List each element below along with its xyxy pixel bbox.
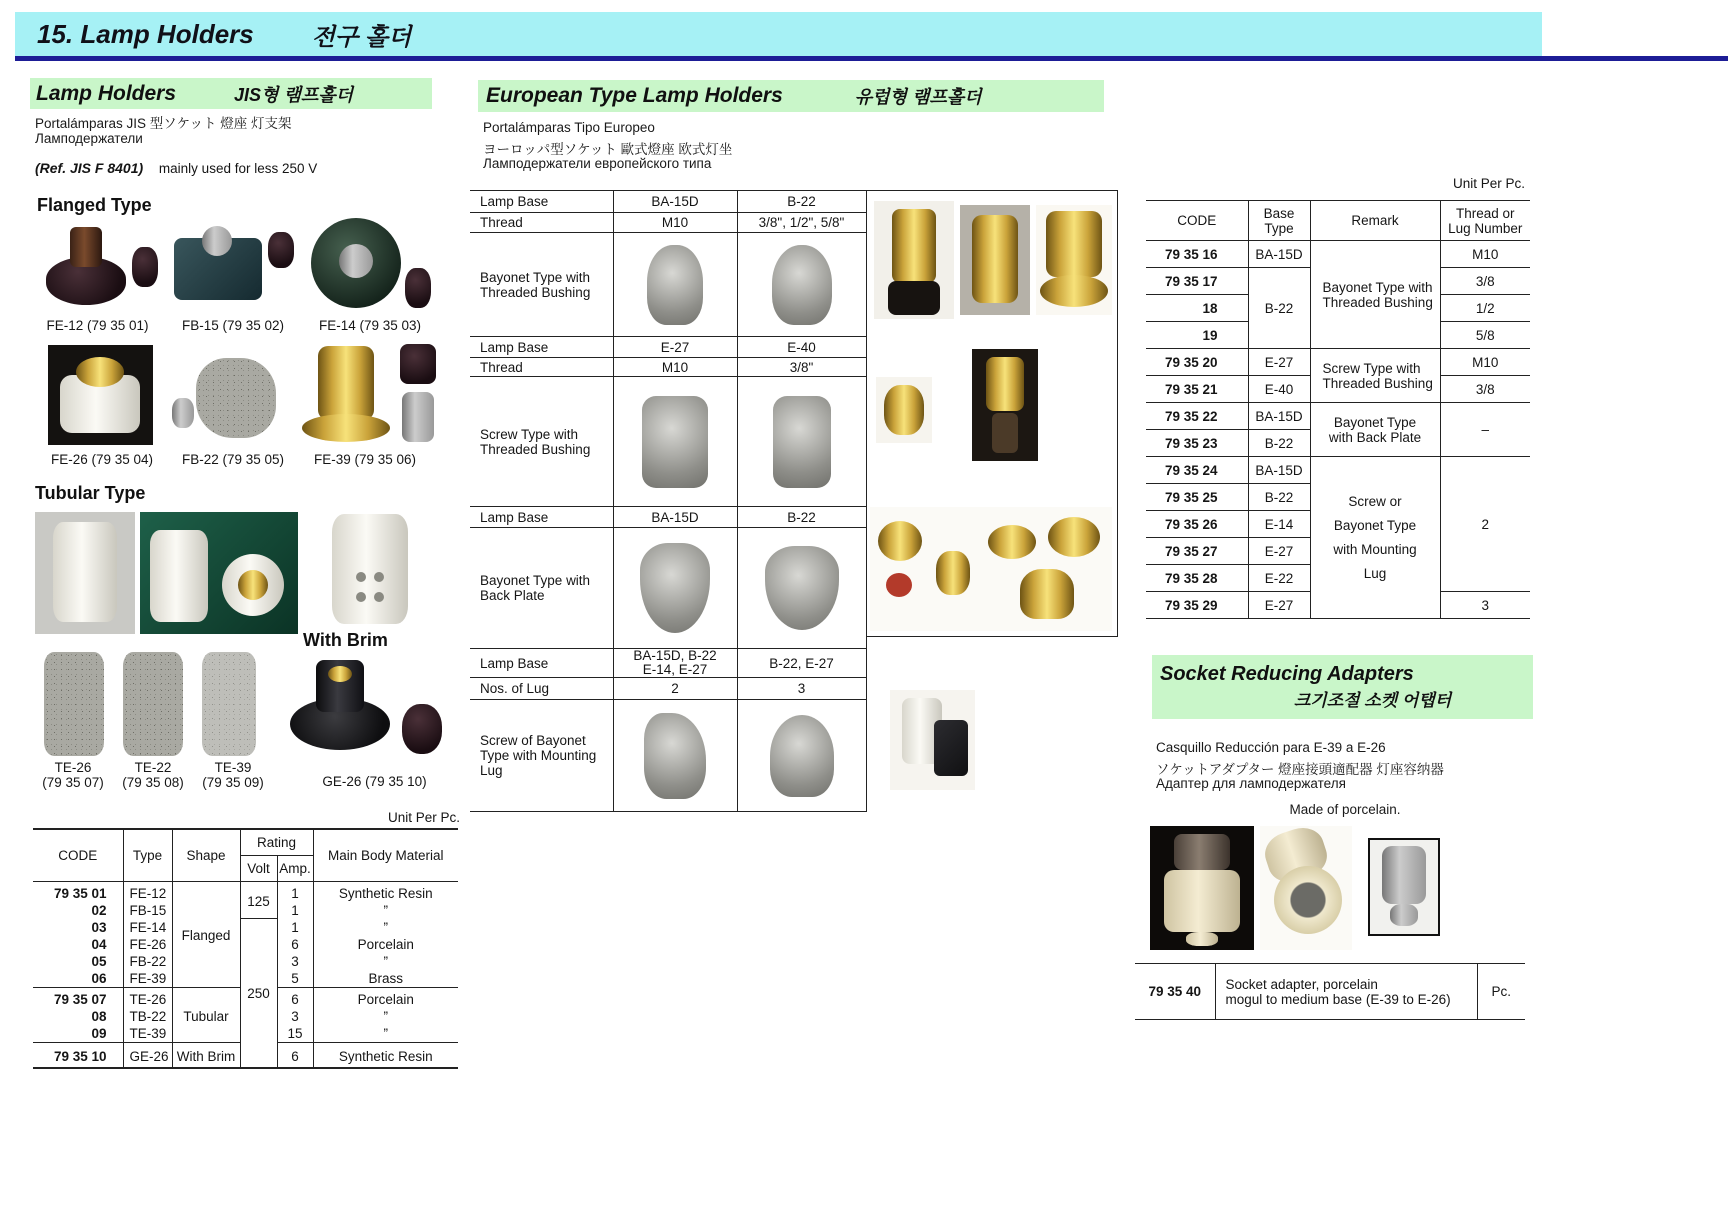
table-row: 79 35 25 B-22 <box>1146 484 1530 511</box>
euro-type-2: Screw Type with Threaded Bushing <box>470 377 613 507</box>
shape-flanged: Flanged <box>172 881 240 987</box>
table-row: 79 35 23 B-22 <box>1146 430 1530 457</box>
table-row: Lamp Base BA-15D B-22 <box>470 191 866 213</box>
jis-col-type: Type <box>123 829 172 881</box>
table-row: 79 35 10 GE-26 With Brim 6 Synthetic Resin <box>33 1042 458 1068</box>
volt-250: 250 <box>240 919 277 1069</box>
remark-screw-bushing: Screw Type with Threaded Bushing <box>1310 349 1440 403</box>
table-row <box>470 377 866 507</box>
table-row: 79 35 01 FE-12 Flanged 125 1 Synthetic Resin <box>33 881 458 902</box>
jis-subtitle-2: Ламподержатели <box>35 131 143 146</box>
col-code: CODE <box>1146 201 1248 241</box>
product-photo-fe39-insets <box>396 342 440 448</box>
caption-fe12: FE-12 (79 35 01) <box>46 318 149 333</box>
socket-code: 79 35 40 <box>1135 964 1215 1020</box>
table-row <box>470 233 866 337</box>
jis-col-volt: Volt <box>240 855 277 881</box>
table-row: 02 FB-15 1 ” <box>33 902 458 919</box>
product-photo-fb22 <box>170 350 290 448</box>
table-row: 04 FE-26 6 Porcelain <box>33 936 458 953</box>
jis-col-shape: Shape <box>172 829 240 881</box>
bw-photo-bayonet-a <box>613 233 737 337</box>
product-photo-fb15 <box>168 212 298 315</box>
page-header-bar <box>15 12 1542 56</box>
table-row: Thread M10 3/8" <box>470 358 866 377</box>
bw-photo-mountlug-b <box>737 700 866 812</box>
product-photo-te26 <box>38 648 110 760</box>
table-row <box>470 528 866 649</box>
jis-section-header <box>30 78 432 109</box>
product-photo-fe39 <box>300 342 392 448</box>
jis-col-material: Main Body Material <box>313 829 458 881</box>
euro-photo-strip <box>866 190 1118 637</box>
table-row: 79 35 28 E-22 <box>1146 565 1530 592</box>
volt-125: 125 <box>240 881 277 919</box>
jis-ref: (Ref. JIS F 8401) <box>35 160 144 176</box>
table-row: 18 1/2 <box>1146 295 1530 322</box>
jis-rating-table <box>33 828 458 1069</box>
remark-mounting-lug: Screw or Bayonet Type with Mounting Lug <box>1310 457 1440 619</box>
product-photo-fe14 <box>305 212 433 315</box>
socket-title-korean: 크기조절 소켓 어탭터 <box>1293 691 1452 710</box>
euro-title: European Type Lamp Holders <box>486 84 783 107</box>
euro-photo-brass-2 <box>960 205 1030 315</box>
euro-type-1: Bayonet Type with Threaded Bushing <box>470 233 613 337</box>
euro-photo-screw-tall <box>972 349 1038 461</box>
jis-col-amp: Amp. <box>277 855 313 881</box>
col-base-type: Base Type <box>1248 201 1310 241</box>
table-row: Nos. of Lug 2 3 <box>470 678 866 700</box>
with-brim-heading: With Brim <box>303 630 388 650</box>
page-title-korean: 전구 홀더 <box>311 23 412 51</box>
jis-ref-line <box>35 160 317 176</box>
socket-photo-1 <box>1150 826 1254 950</box>
table-row: 08 TB-22 3 ” <box>33 1008 458 1025</box>
table-row: 06 FE-39 5 Brass <box>33 970 458 988</box>
jis-unit-note: Unit Per Pc. <box>387 810 460 825</box>
bw-photo-screw-b <box>737 377 866 507</box>
socket-photo-3 <box>1368 838 1440 936</box>
flanged-type-heading: Flanged Type <box>37 195 152 215</box>
euro-photo-brass-1 <box>874 201 954 319</box>
bw-photo-backplate-a <box>613 528 737 649</box>
tubular-type-heading: Tubular Type <box>35 483 146 503</box>
table-row: 79 35 27 E-27 <box>1146 538 1530 565</box>
caption-te22: TE-22 (79 35 08) <box>122 760 184 790</box>
euro-title-korean: 유럽형 램프홀더 <box>854 87 982 107</box>
table-row: 19 5/8 <box>1146 322 1530 349</box>
euro-type-4: Screw of Bayonet Type with Mounting Lug <box>470 700 613 812</box>
euro-spec-table <box>470 190 867 812</box>
caption-fe26: FE-26 (79 35 04) <box>50 452 154 467</box>
jis-title: Lamp Holders <box>36 81 177 105</box>
table-row: 79 35 22 BA-15D Bayonet Type with Back Plate – <box>1146 403 1530 430</box>
table-row <box>1135 964 1525 1020</box>
euro-subtitle-2: ヨーロッパ型ソケット 歐式燈座 欧式灯坐 <box>483 142 733 157</box>
jis-ref-note: mainly used for less 250 V <box>158 161 318 176</box>
caption-te26: TE-26 (79 35 07) <box>42 760 104 790</box>
socket-adapter-table <box>1135 963 1525 1020</box>
euro-photo-screw-small <box>876 377 932 443</box>
caption-fe39: FE-39 (79 35 06) <box>313 452 417 467</box>
euro-subtitle-3: Ламподержатели европейского типа <box>483 156 712 171</box>
table-row: Lamp Base E-27 E-40 <box>470 337 866 358</box>
table-row: 79 35 16 BA-15D Bayonet Type with Threaded Bushing M10 <box>1146 241 1530 268</box>
caption-te39: TE-39 (79 35 09) <box>202 760 264 790</box>
caption-fb15: FB-15 (79 35 02) <box>181 318 285 333</box>
euro-subtitle-1: Portalámparas Tipo Europeo <box>483 120 655 135</box>
product-photo-tubular-1 <box>35 512 135 634</box>
table-row: 03 FE-14 250 1 ” <box>33 919 458 936</box>
product-photo-fe26 <box>48 345 153 445</box>
caption-fb22: FB-22 (79 35 05) <box>181 452 285 467</box>
table-row: 79 35 21 E-40 3/8 <box>1146 376 1530 403</box>
header-rule <box>15 56 1728 61</box>
product-photo-tubular-2 <box>140 512 298 634</box>
euro-code-table <box>1146 200 1530 619</box>
caption-ge26: GE-26 (79 35 10) <box>322 774 427 789</box>
euro-photo-gold-parts <box>870 507 1112 631</box>
table-row: 09 TE-39 15 ” <box>33 1025 458 1043</box>
bw-photo-bayonet-b <box>737 233 866 337</box>
euro-photo-clip-holder <box>890 690 975 790</box>
remark-back-plate: Bayonet Type with Back Plate <box>1310 403 1440 457</box>
product-photo-ge26-inset <box>400 700 445 760</box>
bw-photo-screw-a <box>613 377 737 507</box>
socket-title: Socket Reducing Adapters <box>1160 663 1414 685</box>
socket-description: Socket adapter, porcelain mogul to medium base (E-39 to E-26) <box>1215 964 1477 1020</box>
table-row: 79 35 20 E-27 Screw Type with Threaded Bushing M10 <box>1146 349 1530 376</box>
table-row: Lamp Base BA-15D B-22 <box>470 507 866 528</box>
product-photo-te39 <box>196 648 264 760</box>
jis-subtitle-1: Portalámparas JIS 型ソケット 燈座 灯支架 <box>35 116 292 131</box>
col-thread-lug: Thread or Lug Number <box>1440 201 1530 241</box>
product-photo-ge26 <box>288 652 393 760</box>
socket-subtitle-1: Casquillo Reducción para E-39 a E-26 <box>1156 740 1386 755</box>
socket-unit: Pc. <box>1477 964 1525 1020</box>
table-row: Lamp Base BA-15D, B-22 E-14, E-27 B-22, E-27 <box>470 649 866 678</box>
bw-photo-backplate-b <box>737 528 866 649</box>
remark-bayonet-bushing: Bayonet Type with Threaded Bushing <box>1310 241 1440 349</box>
table-row: 05 FB-22 3 ” <box>33 953 458 970</box>
caption-fe14: FE-14 (79 35 03) <box>318 318 422 333</box>
product-photo-fe12 <box>30 215 162 315</box>
socket-section-header <box>1152 655 1533 719</box>
page-title: 15. Lamp Holders <box>37 18 254 49</box>
table-row: Thread M10 3/8", 1/2", 5/8" <box>470 213 866 233</box>
table-row: 79 35 24 BA-15D Screw or Bayonet Type with Mounting Lug 2 <box>1146 457 1530 484</box>
table-row: 79 35 29 E-27 3 <box>1146 592 1530 619</box>
col-remark: Remark <box>1310 201 1440 241</box>
jis-title-korean: JIS형 램프홀더 <box>234 84 353 105</box>
shape-with-brim: With Brim <box>172 1042 240 1068</box>
table-row: 79 35 07 TE-26 Tubular 6 Porcelain <box>33 987 458 1008</box>
socket-subtitle-2: ソケットアダプター 燈座接頭適配器 灯座容纳器 <box>1156 762 1444 777</box>
bw-photo-mountlug-a <box>613 700 737 812</box>
socket-photo-2 <box>1260 826 1352 950</box>
table-row: 79 35 26 E-14 <box>1146 511 1530 538</box>
euro-section-header <box>478 80 1104 112</box>
jis-col-code: CODE <box>33 829 123 881</box>
euro-type-3: Bayonet Type with Back Plate <box>470 528 613 649</box>
jis-col-rating: Rating <box>240 829 313 855</box>
shape-tubular: Tubular <box>172 987 240 1042</box>
table-row: 79 35 17 B-22 3/8 <box>1146 268 1530 295</box>
table-row <box>470 700 866 812</box>
euro-photo-brass-3 <box>1036 205 1112 315</box>
socket-subtitle-3: Адаптер для ламподержателя <box>1156 776 1346 791</box>
product-photo-te22 <box>118 648 188 760</box>
code-unit-note: Unit Per Pc. <box>1452 176 1525 191</box>
product-photo-tubular-3 <box>308 510 433 630</box>
socket-note: Made of porcelain. <box>1289 802 1401 817</box>
